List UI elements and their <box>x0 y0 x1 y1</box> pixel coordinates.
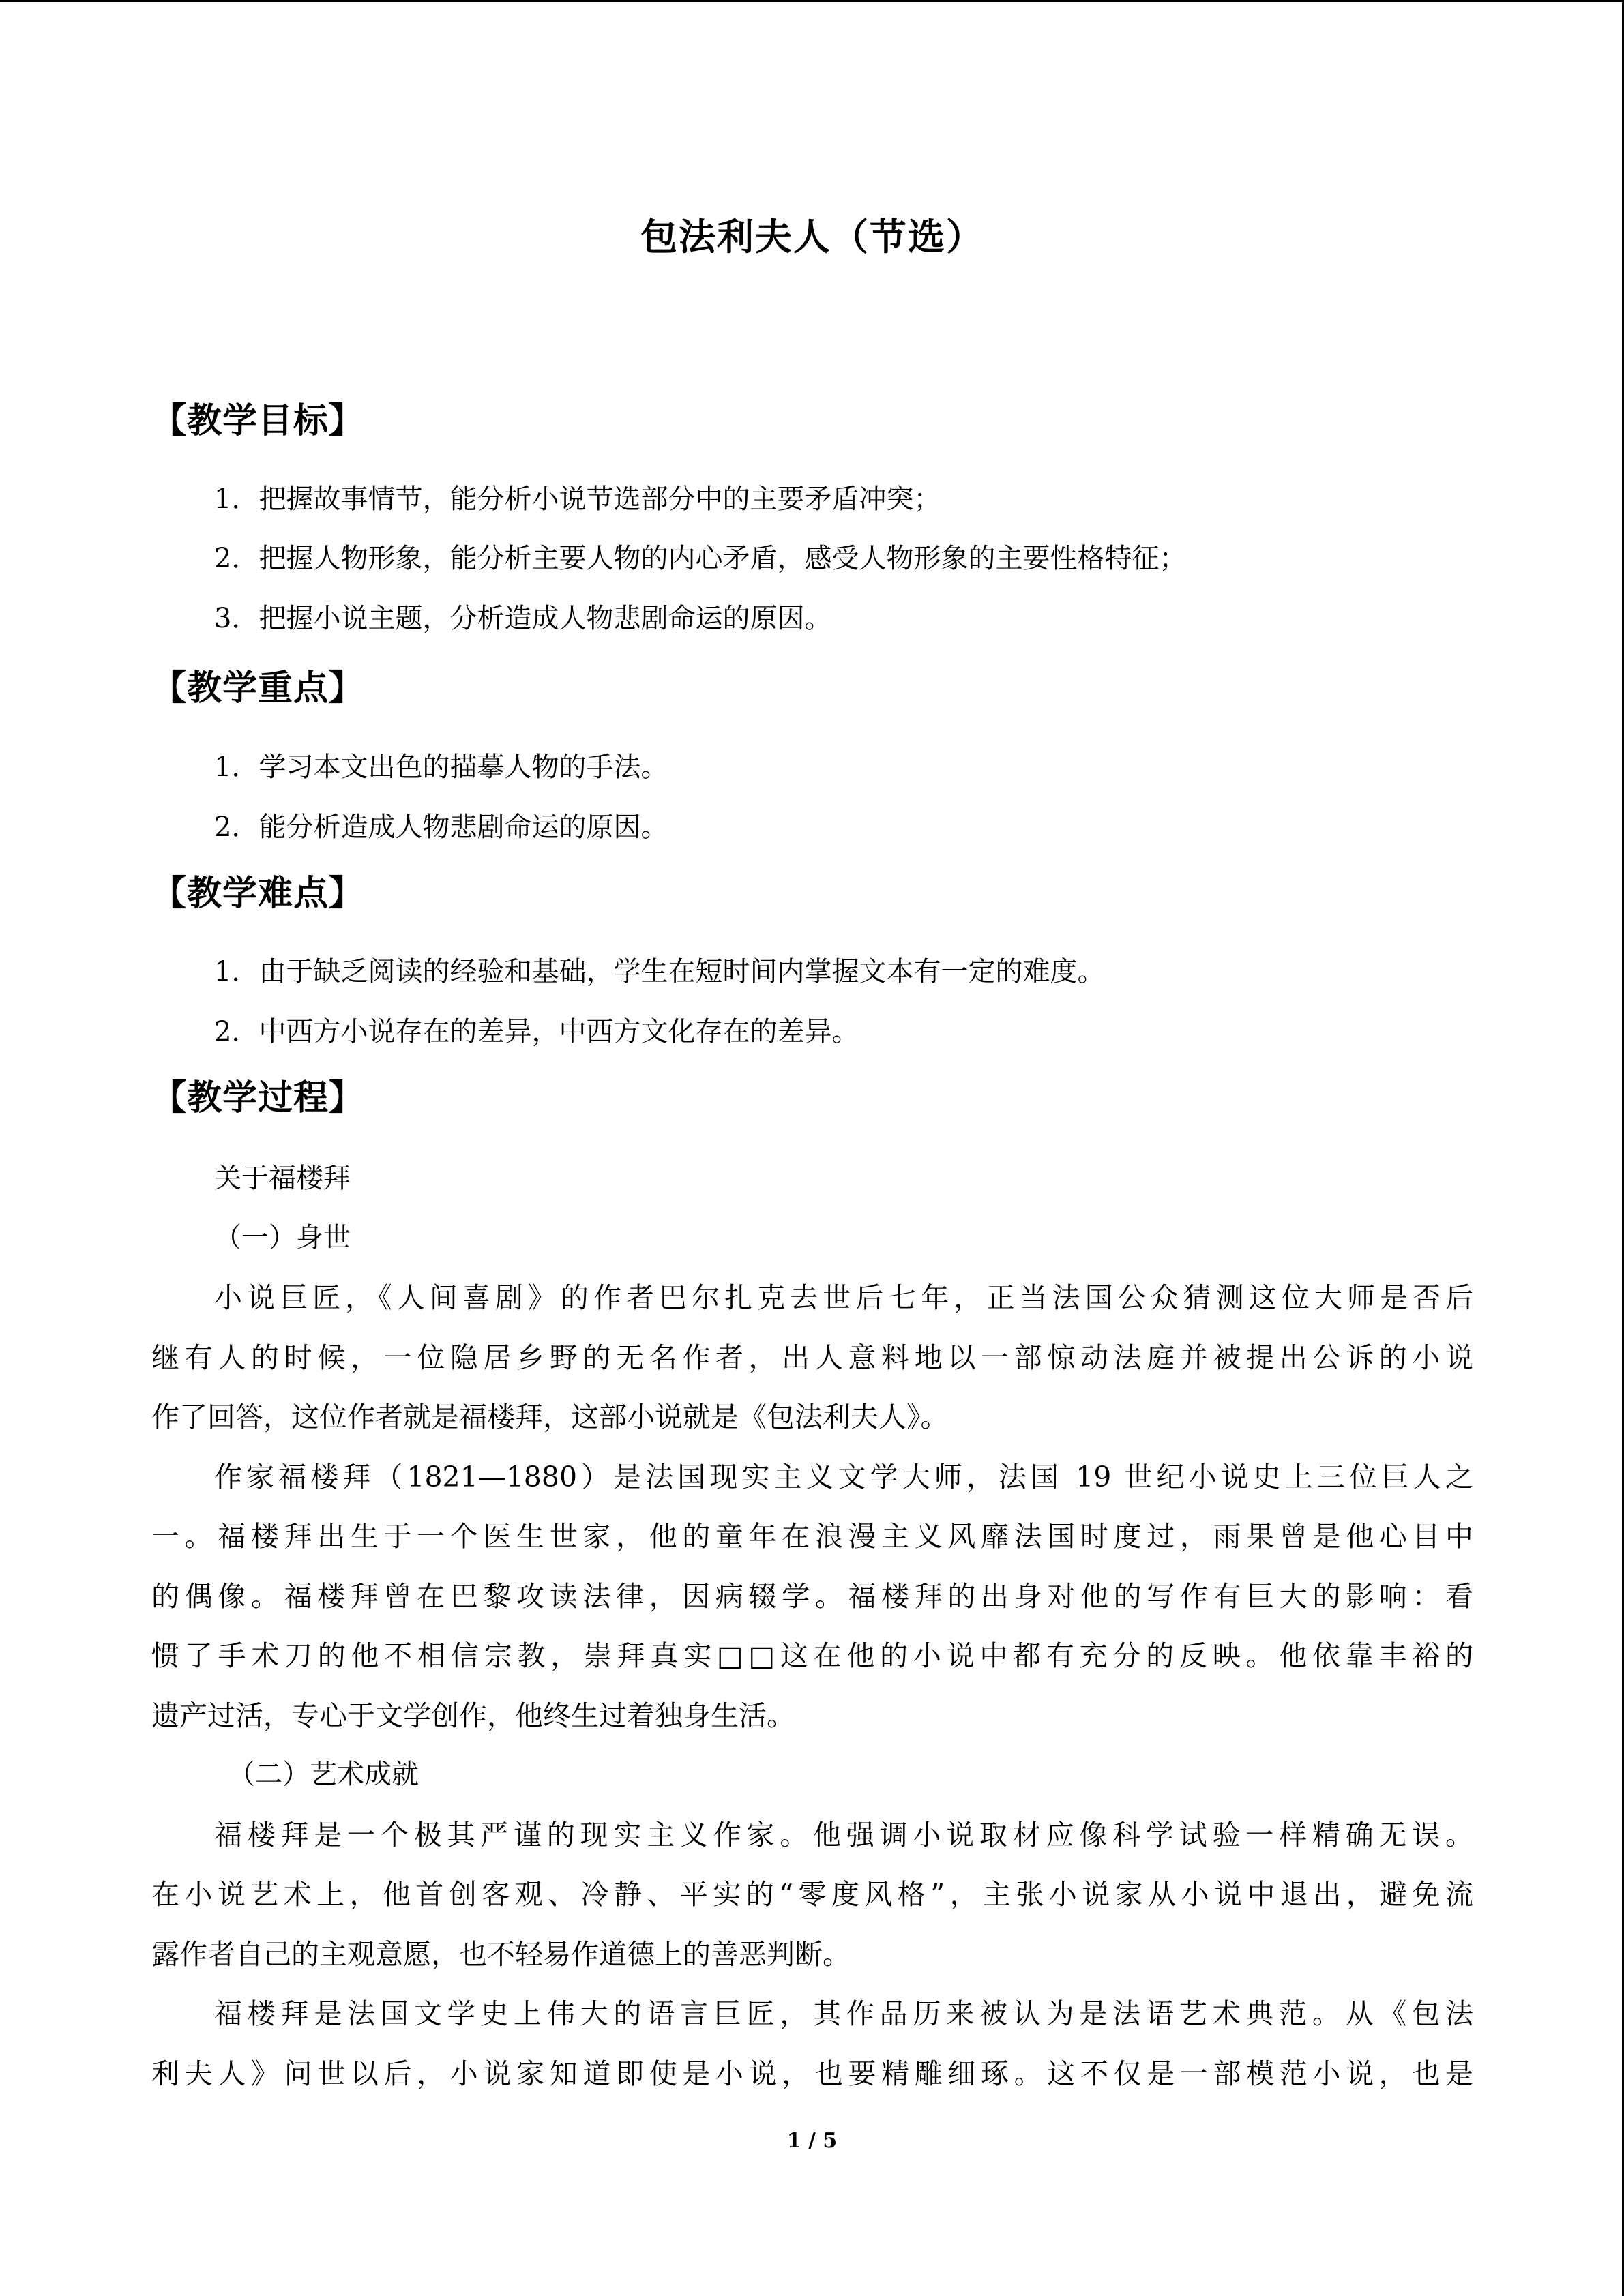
paragraph-line: 的偶像。福楼拜曾在巴黎攻读法律，因病辍学。福楼拜的出身对他的写作有巨大的影响：看 <box>151 1580 1473 1613</box>
paragraph-line: 福楼拜是一个极其严谨的现实主义作家。他强调小说取材应像科学试验一样精确无误。 <box>214 1819 1473 1851</box>
paragraph-line: 一。福楼拜出生于一个医生世家，他的童年在浪漫主义风靡法国时度过，雨果曾是他心目中 <box>151 1520 1473 1553</box>
paragraph-line: 在小说艺术上，他首创客观、冷静、平实的“零度风格”，主张小说家从小说中退出，避免流 <box>151 1878 1473 1911</box>
paragraph-line: 露作者自己的主观意愿，也不轻易作道德上的善恶判断。 <box>151 1938 851 1971</box>
part-label: （一）身世 <box>214 1222 351 1253</box>
paragraph-line: 遗产过活，专心于文学创作，他终生过着独身生活。 <box>151 1699 795 1732</box>
goal-item: 1．把握故事情节，能分析小说节选部分中的主要矛盾冲突； <box>214 483 941 515</box>
page-number: 1 / 5 <box>786 2129 838 2153</box>
paragraph-line: 惯了手术刀的他不相信宗教，崇拜真实□□这在他的小说中都有充分的反映。他依靠丰裕的 <box>151 1639 1473 1672</box>
difficulty-item: 1．由于缺乏阅读的经验和基础，学生在短时间内掌握文本有一定的难度。 <box>214 956 1105 987</box>
paragraph-line: 作了回答，这位作者就是福楼拜，这部小说就是《包法利夫人》。 <box>151 1401 949 1433</box>
paragraph-line: 小说巨匠，《人间喜剧》的作者巴尔扎克去世后七年，正当法国公众猜测这位大师是否后 <box>214 1281 1473 1314</box>
key-point-item: 1．学习本文出色的描摹人物的手法。 <box>214 751 668 783</box>
document-title: 包法利夫人（节选） <box>640 215 984 258</box>
process-subheading: 关于福楼拜 <box>214 1163 351 1194</box>
goal-item: 3．把握小说主题，分析造成人物悲剧命运的原因。 <box>214 603 832 634</box>
process-heading: 【教学过程】 <box>151 1078 365 1118</box>
paragraph-line: 继有人的时候，一位隐居乡野的无名作者，出人意料地以一部惊动法庭并被提出公诉的小说 <box>151 1341 1473 1374</box>
part-label: （二）艺术成就 <box>228 1759 419 1790</box>
paragraph-line: 福楼拜是法国文学史上伟大的语言巨匠，其作品历来被认为是法语艺术典范。从《包法 <box>214 1997 1473 2030</box>
difficulty-item: 2．中西方小说存在的差异，中西方文化存在的差异。 <box>214 1016 859 1047</box>
paragraph-line: 作家福楼拜（1821—1880）是法国现实主义文学大师，法国 19 世纪小说史上三位巨人之 <box>214 1461 1473 1493</box>
goals-heading: 【教学目标】 <box>151 401 365 441</box>
key-points-heading: 【教学重点】 <box>151 668 365 709</box>
paragraph-line: 利夫人》问世以后，小说家知道即使是小说，也要精雕细琢。这不仅是一部模范小说，也是 <box>151 2057 1473 2090</box>
difficulties-heading: 【教学难点】 <box>151 874 365 914</box>
goal-item: 2．把握人物形象，能分析主要人物的内心矛盾，感受人物形象的主要性格特征； <box>214 543 1187 574</box>
key-point-item: 2．能分析造成人物悲剧命运的原因。 <box>214 811 668 843</box>
